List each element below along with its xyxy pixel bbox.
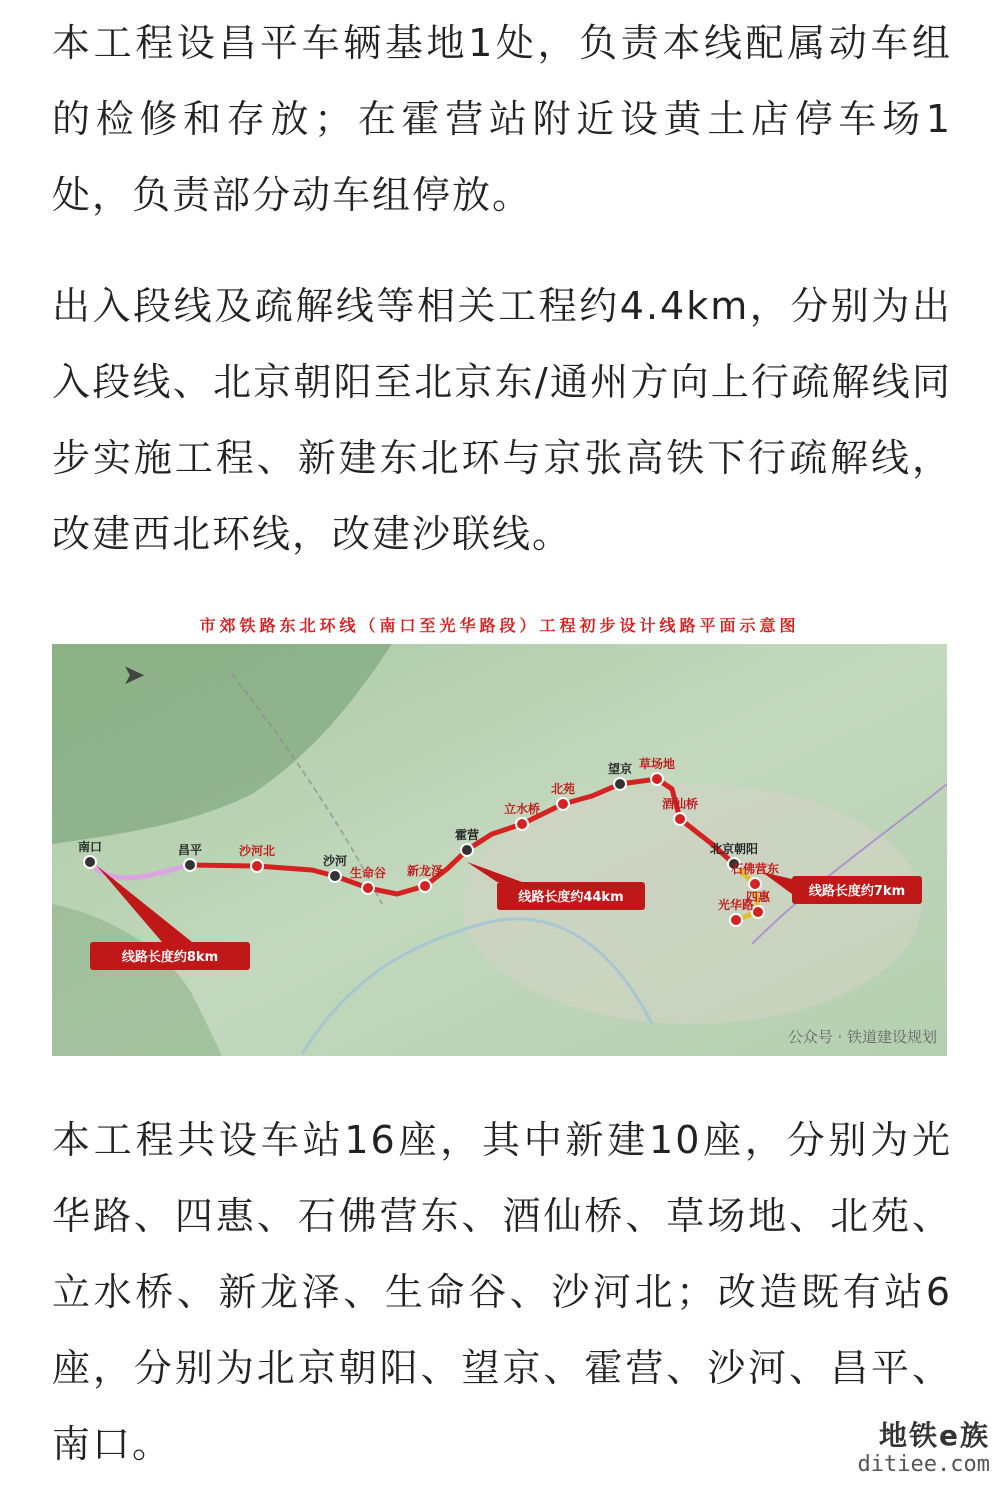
station-label: 草场地 bbox=[638, 757, 676, 771]
station-label: 北京朝阳 bbox=[709, 842, 759, 856]
site-logo-domain: ditiee.com bbox=[857, 1452, 990, 1477]
station-marker bbox=[419, 880, 431, 892]
station-label: 石佛营东 bbox=[730, 862, 780, 876]
station-marker bbox=[251, 860, 263, 872]
paragraph-connecting-lines: 出入段线及疏解线等相关工程约4.4km，分别为出入段线、北京朝阳至北京东/通州方向上行疏解线同步实施工程、新建东北环与京张高铁下行疏解线，改建西北环线，改建沙联线。 bbox=[52, 284, 952, 556]
station-marker bbox=[730, 914, 742, 926]
north-arrow-icon: ➤ bbox=[122, 658, 146, 691]
figure-title: 市郊铁路东北环线（南口至光华路段）工程初步设计线路平面示意图 bbox=[52, 608, 947, 645]
station-label: 南口 bbox=[77, 840, 103, 854]
station-marker bbox=[461, 844, 473, 856]
station-marker bbox=[749, 878, 761, 890]
station-label: 沙河 bbox=[322, 854, 348, 868]
station-label: 霍营 bbox=[454, 828, 480, 842]
station-marker bbox=[329, 870, 341, 882]
station-marker bbox=[362, 882, 374, 894]
callout-7km-text: 线路长度约7km bbox=[808, 884, 906, 899]
station-marker bbox=[651, 773, 663, 785]
station-label: 新龙泽 bbox=[406, 864, 444, 878]
site-logo-name: 地铁e族 bbox=[879, 1419, 990, 1452]
station-label: 望京 bbox=[607, 762, 633, 776]
station-marker bbox=[614, 778, 626, 790]
station-marker bbox=[84, 856, 96, 868]
station-label: 酒仙桥 bbox=[661, 797, 699, 811]
paragraph-depot: 本工程设昌平车辆基地1处，负责本线配属动车组的检修和存放；在霍营站附近设黄土店停车场1处，负责部分动车组停放。 bbox=[52, 21, 952, 217]
paragraph-stations: 本工程共设车站16座，其中新建10座，分别为光华路、四惠、石佛营东、酒仙桥、草场地、北苑、立水桥、新龙泽、生命谷、沙河北；改造既有站6座，分别为北京朝阳、望京、霍营、沙河、昌平、南口。 bbox=[52, 1118, 952, 1466]
route-map-figure bbox=[52, 608, 947, 1056]
station-marker bbox=[557, 798, 569, 810]
station-label: 沙河北 bbox=[238, 844, 276, 858]
station-label: 北苑 bbox=[550, 782, 576, 796]
station-label: 四惠 bbox=[745, 890, 771, 904]
callout-8km-text: 线路长度约8km bbox=[121, 950, 219, 965]
route-map bbox=[52, 644, 947, 1056]
callout-44km-text: 线路长度约44km bbox=[518, 890, 624, 905]
station-label: 立水桥 bbox=[503, 802, 541, 816]
station-marker bbox=[516, 818, 528, 830]
station-marker bbox=[184, 859, 196, 871]
site-logo bbox=[858, 1420, 990, 1478]
station-label: 生命谷 bbox=[349, 866, 387, 880]
station-label: 昌平 bbox=[177, 843, 203, 857]
station-label: 光华路 bbox=[717, 898, 755, 912]
station-marker bbox=[674, 813, 686, 825]
map-watermark: 公众号 · 铁道建设规划 bbox=[787, 1028, 937, 1046]
